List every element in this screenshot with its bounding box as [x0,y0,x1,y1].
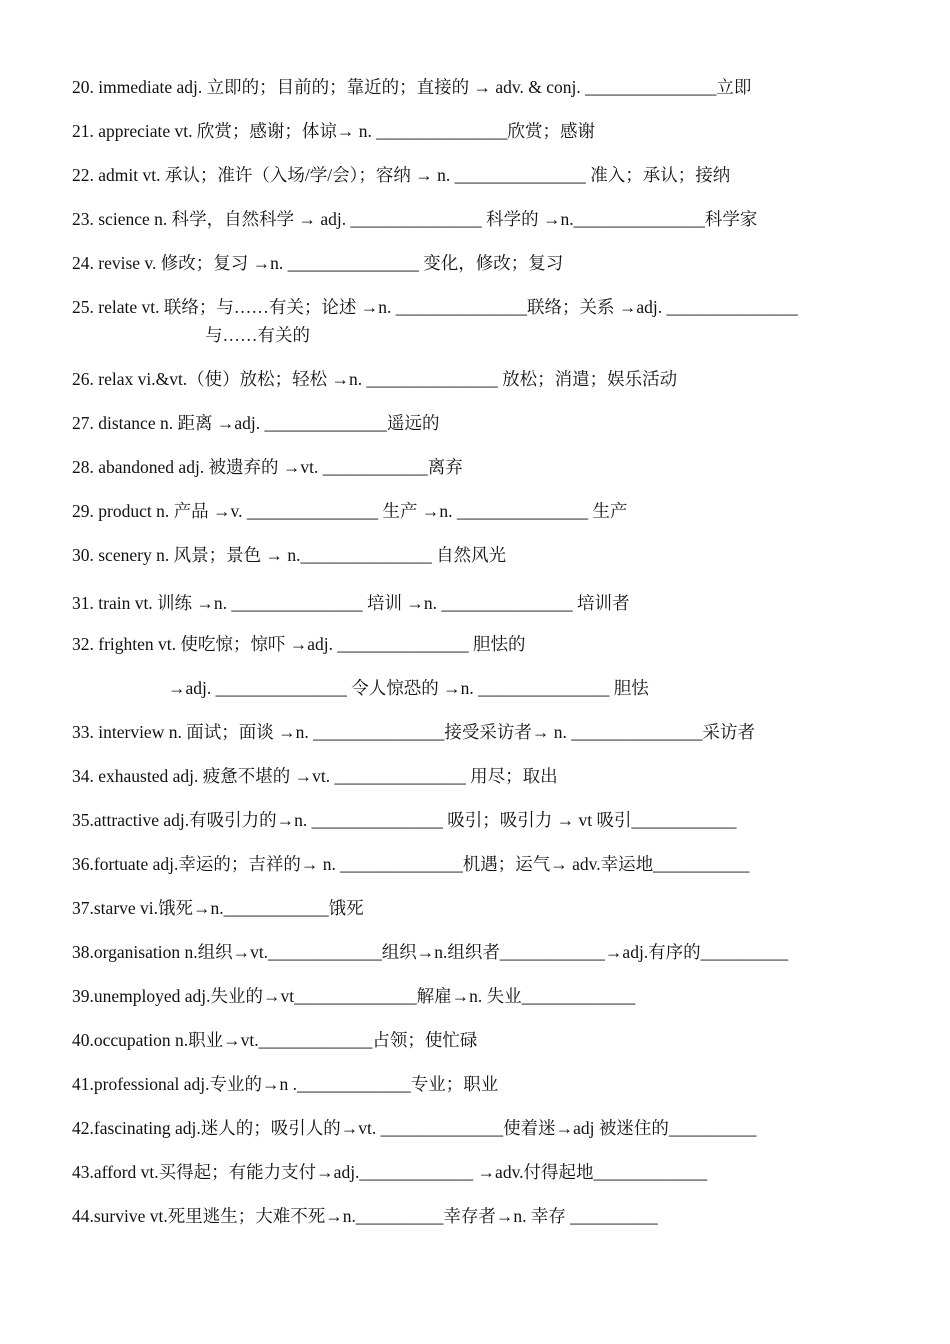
vocab-item-28: 28. abandoned adj. 被遗弃的 →vt. ____________离弃 [72,457,463,477]
vocab-item-39: 39.unemployed adj.失业的→vt______________解雇→n. 失业_____________ [72,986,636,1006]
vocab-item-42: 42.fascinating adj.迷人的；吸引人的→vt. ______________使着迷→adj 被迷住的__________ [72,1118,757,1138]
vocab-item-20: 20. immediate adj. 立即的；目前的；靠近的；直接的 → adv. & conj. _______________立即 [72,77,752,97]
vocab-item-29: 29. product n. 产品 →v. _______________ 生产 →n. _______________ 生产 [72,501,628,521]
vocab-item-37: 37.starve vi.饿死→n.____________饿死 [72,898,364,918]
vocab-item-34: 34. exhausted adj. 疲惫不堪的 →vt. _______________ 用尽；取出 [72,766,558,786]
vocab-item-30: 30. scenery n. 风景；景色 → n._______________ 自然风光 [72,545,507,565]
vocab-item-26: 26. relax vi.&vt.（使）放松；轻松 →n. _______________ 放松；消遣；娱乐活动 [72,369,678,389]
vocab-item-32-continuation: →adj. _______________ 令人惊恐的 →n. _______________ 胆怯 [168,678,649,698]
vocab-item-24: 24. revise v. 修改；复习 →n. _______________ 变化，修改；复习 [72,253,564,273]
vocab-item-25-continuation: 与……有关的 [205,325,310,345]
vocab-item-33: 33. interview n. 面试；面谈 →n. _______________接受采访者→ n. _______________采访者 [72,722,755,742]
vocab-item-44: 44.survive vt.死里逃生；大难不死→n.__________幸存者→n. 幸存 __________ [72,1206,658,1226]
vocab-item-22: 22. admit vt. 承认；准许（入场/学/会）；容纳 → n. _______________ 准入；承认；接纳 [72,165,731,185]
vocab-item-41: 41.professional adj.专业的→n ._____________专业；职业 [72,1074,499,1094]
vocab-item-35: 35.attractive adj.有吸引力的→n. _______________ 吸引；吸引力 → vt 吸引____________ [72,810,737,830]
vocab-item-25: 25. relate vt. 联络；与……有关；论述 →n. _______________联络；关系 →adj. _______________ [72,297,798,317]
vocab-item-32: 32. frighten vt. 使吃惊；惊吓 →adj. _______________ 胆怯的 [72,634,526,654]
vocab-item-43: 43.afford vt.买得起；有能力支付→adj._____________ →adv.付得起地_____________ [72,1162,708,1182]
vocab-item-27: 27. distance n. 距离 →adj. ______________遥远的 [72,413,440,433]
vocab-item-23: 23. science n. 科学，自然科学 → adj. _______________ 科学的 →n._______________科学家 [72,209,758,229]
vocab-item-40: 40.occupation n.职业→vt._____________占领；使忙碌 [72,1030,478,1050]
vocab-item-38: 38.organisation n.组织→vt._____________组织→n.组织者____________→adj.有序的__________ [72,942,789,962]
vocab-item-36: 36.fortuate adj.幸运的；吉祥的→ n. ______________机遇；运气→ adv.幸运地___________ [72,854,750,874]
vocab-item-31: 31. train vt. 训练 →n. _______________ 培训 →n. _______________ 培训者 [72,593,630,613]
vocab-item-21: 21. appreciate vt. 欣赏；感谢；体谅→ n. _______________欣赏；感谢 [72,121,595,141]
